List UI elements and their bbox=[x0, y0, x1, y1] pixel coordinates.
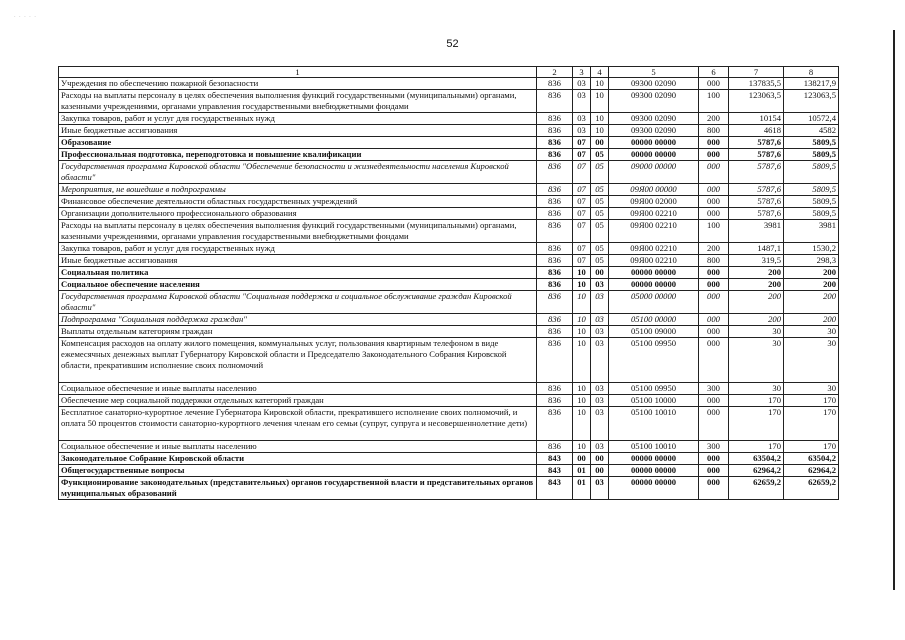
row-vr: 000 bbox=[699, 453, 729, 465]
table-row bbox=[59, 149, 839, 161]
row-rz: 01 bbox=[573, 477, 591, 500]
row-vr: 800 bbox=[699, 125, 729, 137]
table-row bbox=[59, 90, 839, 113]
row-sum-2: 170 bbox=[784, 395, 839, 407]
row-sum-2: 200 bbox=[784, 314, 839, 326]
row-name: Профессиональная подготовка, переподготовка и повышение квалификации bbox=[59, 149, 537, 161]
row-sum-1: 200 bbox=[729, 314, 784, 326]
row-pr: 03 bbox=[591, 395, 609, 407]
row-sum-2: 63504,2 bbox=[784, 453, 839, 465]
row-csr: 00000 00000 bbox=[609, 453, 699, 465]
row-sum-2: 170 bbox=[784, 407, 839, 441]
row-sum-2: 123063,5 bbox=[784, 90, 839, 113]
table-row bbox=[59, 453, 839, 465]
row-sum-2: 200 bbox=[784, 291, 839, 314]
table-row bbox=[59, 137, 839, 149]
row-csr: 05100 09950 bbox=[609, 383, 699, 395]
table-row bbox=[59, 383, 839, 395]
row-ved: 836 bbox=[537, 220, 573, 243]
row-sum-1: 5787,6 bbox=[729, 137, 784, 149]
row-rz: 10 bbox=[573, 407, 591, 441]
row-ved: 836 bbox=[537, 90, 573, 113]
row-sum-2: 200 bbox=[784, 279, 839, 291]
row-ved: 836 bbox=[537, 383, 573, 395]
row-sum-1: 62659,2 bbox=[729, 477, 784, 500]
row-name: Государственная программа Кировской области "Обеспечение безопасности и жизнедеятельности населения Кировской области" bbox=[59, 161, 537, 184]
table-row bbox=[59, 196, 839, 208]
row-pr: 00 bbox=[591, 267, 609, 279]
row-name: Функционирование законодательных (представительных) органов государственной власти и представительных органов муниципальных образований bbox=[59, 477, 537, 500]
row-rz: 10 bbox=[573, 338, 591, 383]
row-vr: 800 bbox=[699, 255, 729, 267]
row-pr: 03 bbox=[591, 314, 609, 326]
row-sum-2: 62659,2 bbox=[784, 477, 839, 500]
row-ved: 836 bbox=[537, 137, 573, 149]
row-name: Учреждения по обеспечению пожарной безопасности bbox=[59, 78, 537, 90]
row-vr: 000 bbox=[699, 161, 729, 184]
row-sum-1: 30 bbox=[729, 383, 784, 395]
row-sum-1: 5787,6 bbox=[729, 196, 784, 208]
scan-mark: · · · · · bbox=[14, 14, 37, 20]
row-sum-1: 5787,6 bbox=[729, 149, 784, 161]
row-vr: 000 bbox=[699, 338, 729, 383]
row-name: Бесплатное санаторно-курортное лечение Губернатора Кировской области, прекратившего исполнение своих полномочий, и оплата 50 процентов стоимости санаторно-курортного лечения членам его семьи (супруг, супруга и несовершеннолетние дети) bbox=[59, 407, 537, 441]
row-ved: 836 bbox=[537, 314, 573, 326]
row-rz: 03 bbox=[573, 113, 591, 125]
row-rz: 10 bbox=[573, 279, 591, 291]
row-sum-2: 138217,9 bbox=[784, 78, 839, 90]
row-ved: 836 bbox=[537, 395, 573, 407]
page-number: 52 bbox=[446, 38, 459, 50]
row-sum-1: 170 bbox=[729, 441, 784, 453]
header-row bbox=[59, 67, 839, 78]
row-csr: 00000 00000 bbox=[609, 477, 699, 500]
table-row bbox=[59, 161, 839, 184]
row-csr: 09Я00 00000 bbox=[609, 184, 699, 196]
row-name: Обеспечение мер социальной поддержки отдельных категорий граждан bbox=[59, 395, 537, 407]
row-name: Государственная программа Кировской области "Социальная поддержка и социальное обслуживание граждан Кировской области" bbox=[59, 291, 537, 314]
row-rz: 07 bbox=[573, 220, 591, 243]
row-pr: 03 bbox=[591, 326, 609, 338]
row-sum-2: 62964,2 bbox=[784, 465, 839, 477]
row-sum-2: 5809,5 bbox=[784, 184, 839, 196]
row-csr: 00000 00000 bbox=[609, 137, 699, 149]
row-csr: 09300 02090 bbox=[609, 78, 699, 90]
row-rz: 00 bbox=[573, 453, 591, 465]
row-vr: 200 bbox=[699, 243, 729, 255]
row-rz: 10 bbox=[573, 291, 591, 314]
table-row bbox=[59, 113, 839, 125]
row-vr: 200 bbox=[699, 113, 729, 125]
row-name: Закупка товаров, работ и услуг для государственных нужд bbox=[59, 243, 537, 255]
row-sum-1: 10154 bbox=[729, 113, 784, 125]
row-rz: 10 bbox=[573, 267, 591, 279]
row-ved: 836 bbox=[537, 255, 573, 267]
row-pr: 10 bbox=[591, 90, 609, 113]
row-csr: 09300 02090 bbox=[609, 90, 699, 113]
row-sum-2: 5809,5 bbox=[784, 137, 839, 149]
row-rz: 03 bbox=[573, 125, 591, 137]
row-ved: 836 bbox=[537, 267, 573, 279]
row-sum-1: 30 bbox=[729, 326, 784, 338]
header-cell: 6 bbox=[699, 67, 729, 78]
row-name: Социальное обеспечение и иные выплаты населению bbox=[59, 441, 537, 453]
row-vr: 100 bbox=[699, 90, 729, 113]
header-cell: 8 bbox=[784, 67, 839, 78]
row-sum-2: 5809,5 bbox=[784, 196, 839, 208]
row-pr: 03 bbox=[591, 441, 609, 453]
table-row bbox=[59, 243, 839, 255]
row-sum-1: 4618 bbox=[729, 125, 784, 137]
row-csr: 05100 09950 bbox=[609, 338, 699, 383]
row-name: Социальное обеспечение и иные выплаты населению bbox=[59, 383, 537, 395]
table-body bbox=[59, 78, 839, 500]
row-vr: 000 bbox=[699, 184, 729, 196]
row-ved: 836 bbox=[537, 78, 573, 90]
row-csr: 05100 10000 bbox=[609, 395, 699, 407]
row-name: Закупка товаров, работ и услуг для государственных нужд bbox=[59, 113, 537, 125]
row-pr: 05 bbox=[591, 208, 609, 220]
row-name: Социальная политика bbox=[59, 267, 537, 279]
row-rz: 10 bbox=[573, 383, 591, 395]
row-rz: 07 bbox=[573, 208, 591, 220]
row-pr: 05 bbox=[591, 184, 609, 196]
row-name: Компенсация расходов на оплату жилого помещения, коммунальных услуг, пользования квартирным телефоном в виде ежемесячных денежных выплат Губернатору Кировской области и Председателю Законодательного Собрания Кировской области, прекратившим исполнение своих полномочий bbox=[59, 338, 537, 383]
row-pr: 03 bbox=[591, 477, 609, 500]
row-vr: 000 bbox=[699, 465, 729, 477]
row-vr: 000 bbox=[699, 267, 729, 279]
row-rz: 03 bbox=[573, 78, 591, 90]
row-sum-1: 63504,2 bbox=[729, 453, 784, 465]
row-sum-1: 200 bbox=[729, 291, 784, 314]
header-cell: 1 bbox=[59, 67, 537, 78]
row-vr: 000 bbox=[699, 208, 729, 220]
row-name: Расходы на выплаты персоналу в целях обеспечения выполнения функций государственными (муниципальными) органами, казенными учреждениями, органами управления государственными внебюджетными фондами bbox=[59, 220, 537, 243]
row-name: Финансовое обеспечение деятельности областных государственных учреждений bbox=[59, 196, 537, 208]
row-csr: 05100 09000 bbox=[609, 326, 699, 338]
row-pr: 03 bbox=[591, 279, 609, 291]
table-row bbox=[59, 465, 839, 477]
row-vr: 000 bbox=[699, 395, 729, 407]
row-rz: 03 bbox=[573, 90, 591, 113]
row-sum-1: 5787,6 bbox=[729, 161, 784, 184]
table-row bbox=[59, 477, 839, 500]
row-pr: 10 bbox=[591, 78, 609, 90]
row-sum-1: 137835,5 bbox=[729, 78, 784, 90]
row-ved: 843 bbox=[537, 465, 573, 477]
row-pr: 03 bbox=[591, 338, 609, 383]
row-pr: 03 bbox=[591, 407, 609, 441]
row-ved: 836 bbox=[537, 441, 573, 453]
row-ved: 836 bbox=[537, 113, 573, 125]
row-vr: 000 bbox=[699, 326, 729, 338]
row-pr: 00 bbox=[591, 465, 609, 477]
row-pr: 05 bbox=[591, 161, 609, 184]
row-csr: 05100 10010 bbox=[609, 407, 699, 441]
row-rz: 10 bbox=[573, 395, 591, 407]
row-sum-1: 5787,6 bbox=[729, 208, 784, 220]
row-ved: 836 bbox=[537, 243, 573, 255]
row-vr: 000 bbox=[699, 196, 729, 208]
row-csr: 05000 00000 bbox=[609, 291, 699, 314]
scan-edge-line bbox=[893, 30, 895, 590]
header-cell: 3 bbox=[573, 67, 591, 78]
row-csr: 09300 02090 bbox=[609, 125, 699, 137]
table-row bbox=[59, 255, 839, 267]
row-rz: 10 bbox=[573, 326, 591, 338]
row-rz: 07 bbox=[573, 243, 591, 255]
row-sum-1: 170 bbox=[729, 407, 784, 441]
row-vr: 300 bbox=[699, 441, 729, 453]
row-sum-1: 319,5 bbox=[729, 255, 784, 267]
row-vr: 000 bbox=[699, 407, 729, 441]
row-vr: 100 bbox=[699, 220, 729, 243]
row-vr: 000 bbox=[699, 291, 729, 314]
row-ved: 836 bbox=[537, 279, 573, 291]
row-pr: 00 bbox=[591, 453, 609, 465]
row-ved: 836 bbox=[537, 196, 573, 208]
table-row bbox=[59, 220, 839, 243]
row-sum-2: 3981 bbox=[784, 220, 839, 243]
row-name: Иные бюджетные ассигнования bbox=[59, 255, 537, 267]
row-csr: 00000 00000 bbox=[609, 149, 699, 161]
row-sum-1: 1487,1 bbox=[729, 243, 784, 255]
row-sum-2: 5809,5 bbox=[784, 208, 839, 220]
row-vr: 000 bbox=[699, 78, 729, 90]
row-sum-1: 3981 bbox=[729, 220, 784, 243]
row-rz: 07 bbox=[573, 255, 591, 267]
row-ved: 836 bbox=[537, 326, 573, 338]
row-pr: 10 bbox=[591, 125, 609, 137]
table-row bbox=[59, 395, 839, 407]
header-cell: 2 bbox=[537, 67, 573, 78]
row-rz: 07 bbox=[573, 149, 591, 161]
row-name: Подпрограмма "Социальная поддержка граждан" bbox=[59, 314, 537, 326]
row-rz: 07 bbox=[573, 161, 591, 184]
row-name: Мероприятия, не вошедшие в подпрограммы bbox=[59, 184, 537, 196]
row-csr: 05100 10010 bbox=[609, 441, 699, 453]
row-pr: 10 bbox=[591, 113, 609, 125]
row-csr: 09Я00 02000 bbox=[609, 196, 699, 208]
row-rz: 10 bbox=[573, 441, 591, 453]
header-cell: 7 bbox=[729, 67, 784, 78]
row-pr: 05 bbox=[591, 196, 609, 208]
row-pr: 03 bbox=[591, 291, 609, 314]
table-row bbox=[59, 291, 839, 314]
row-csr: 00000 00000 bbox=[609, 279, 699, 291]
table-row bbox=[59, 407, 839, 441]
row-ved: 843 bbox=[537, 477, 573, 500]
row-name: Организации дополнительного профессионального образования bbox=[59, 208, 537, 220]
row-ved: 836 bbox=[537, 208, 573, 220]
row-sum-2: 1530,2 bbox=[784, 243, 839, 255]
row-vr: 000 bbox=[699, 279, 729, 291]
row-csr: 09Я00 02210 bbox=[609, 255, 699, 267]
row-vr: 000 bbox=[699, 314, 729, 326]
table-row bbox=[59, 184, 839, 196]
row-name: Выплаты отдельным категориям граждан bbox=[59, 326, 537, 338]
row-vr: 300 bbox=[699, 383, 729, 395]
table-row bbox=[59, 208, 839, 220]
table-row bbox=[59, 326, 839, 338]
row-csr: 09Я00 02210 bbox=[609, 243, 699, 255]
row-rz: 01 bbox=[573, 465, 591, 477]
row-sum-2: 4582 bbox=[784, 125, 839, 137]
budget-table bbox=[58, 66, 839, 500]
row-csr: 09300 02090 bbox=[609, 113, 699, 125]
table-row bbox=[59, 314, 839, 326]
row-ved: 836 bbox=[537, 291, 573, 314]
row-vr: 000 bbox=[699, 477, 729, 500]
row-ved: 836 bbox=[537, 338, 573, 383]
header-cell: 5 bbox=[609, 67, 699, 78]
row-name: Расходы на выплаты персоналу в целях обеспечения выполнения функций государственными (муниципальными) органами, казенными учреждениями, органами управления государственными внебюджетными фондами bbox=[59, 90, 537, 113]
row-name: Иные бюджетные ассигнования bbox=[59, 125, 537, 137]
row-name: Образование bbox=[59, 137, 537, 149]
table-row bbox=[59, 125, 839, 137]
row-sum-1: 62964,2 bbox=[729, 465, 784, 477]
table-row bbox=[59, 279, 839, 291]
row-ved: 836 bbox=[537, 161, 573, 184]
row-csr: 09000 00000 bbox=[609, 161, 699, 184]
row-csr: 00000 00000 bbox=[609, 267, 699, 279]
row-ved: 836 bbox=[537, 125, 573, 137]
row-csr: 05100 00000 bbox=[609, 314, 699, 326]
row-ved: 836 bbox=[537, 407, 573, 441]
row-csr: 00000 00000 bbox=[609, 465, 699, 477]
row-csr: 09Я00 02210 bbox=[609, 220, 699, 243]
row-pr: 05 bbox=[591, 220, 609, 243]
row-name: Социальное обеспечение населения bbox=[59, 279, 537, 291]
row-pr: 05 bbox=[591, 255, 609, 267]
row-sum-2: 200 bbox=[784, 267, 839, 279]
row-pr: 05 bbox=[591, 149, 609, 161]
row-sum-1: 30 bbox=[729, 338, 784, 383]
row-rz: 07 bbox=[573, 196, 591, 208]
row-vr: 000 bbox=[699, 137, 729, 149]
table-row bbox=[59, 338, 839, 383]
header-cell: 4 bbox=[591, 67, 609, 78]
row-sum-2: 30 bbox=[784, 326, 839, 338]
row-rz: 07 bbox=[573, 184, 591, 196]
row-pr: 05 bbox=[591, 243, 609, 255]
row-ved: 836 bbox=[537, 184, 573, 196]
row-sum-2: 298,3 bbox=[784, 255, 839, 267]
table-row bbox=[59, 267, 839, 279]
table-row bbox=[59, 78, 839, 90]
row-sum-2: 5809,5 bbox=[784, 149, 839, 161]
row-sum-2: 5809,5 bbox=[784, 161, 839, 184]
row-vr: 000 bbox=[699, 149, 729, 161]
row-name: Законодательное Собрание Кировской области bbox=[59, 453, 537, 465]
row-sum-1: 170 bbox=[729, 395, 784, 407]
row-rz: 10 bbox=[573, 314, 591, 326]
row-name: Общегосударственные вопросы bbox=[59, 465, 537, 477]
row-sum-1: 123063,5 bbox=[729, 90, 784, 113]
row-ved: 843 bbox=[537, 453, 573, 465]
table-row bbox=[59, 441, 839, 453]
row-sum-1: 5787,6 bbox=[729, 184, 784, 196]
row-sum-1: 200 bbox=[729, 279, 784, 291]
row-sum-2: 30 bbox=[784, 383, 839, 395]
row-pr: 03 bbox=[591, 383, 609, 395]
row-pr: 00 bbox=[591, 137, 609, 149]
row-ved: 836 bbox=[537, 149, 573, 161]
row-csr: 09Я00 02210 bbox=[609, 208, 699, 220]
row-rz: 07 bbox=[573, 137, 591, 149]
row-sum-2: 10572,4 bbox=[784, 113, 839, 125]
row-sum-1: 200 bbox=[729, 267, 784, 279]
row-sum-2: 30 bbox=[784, 338, 839, 383]
row-sum-2: 170 bbox=[784, 441, 839, 453]
